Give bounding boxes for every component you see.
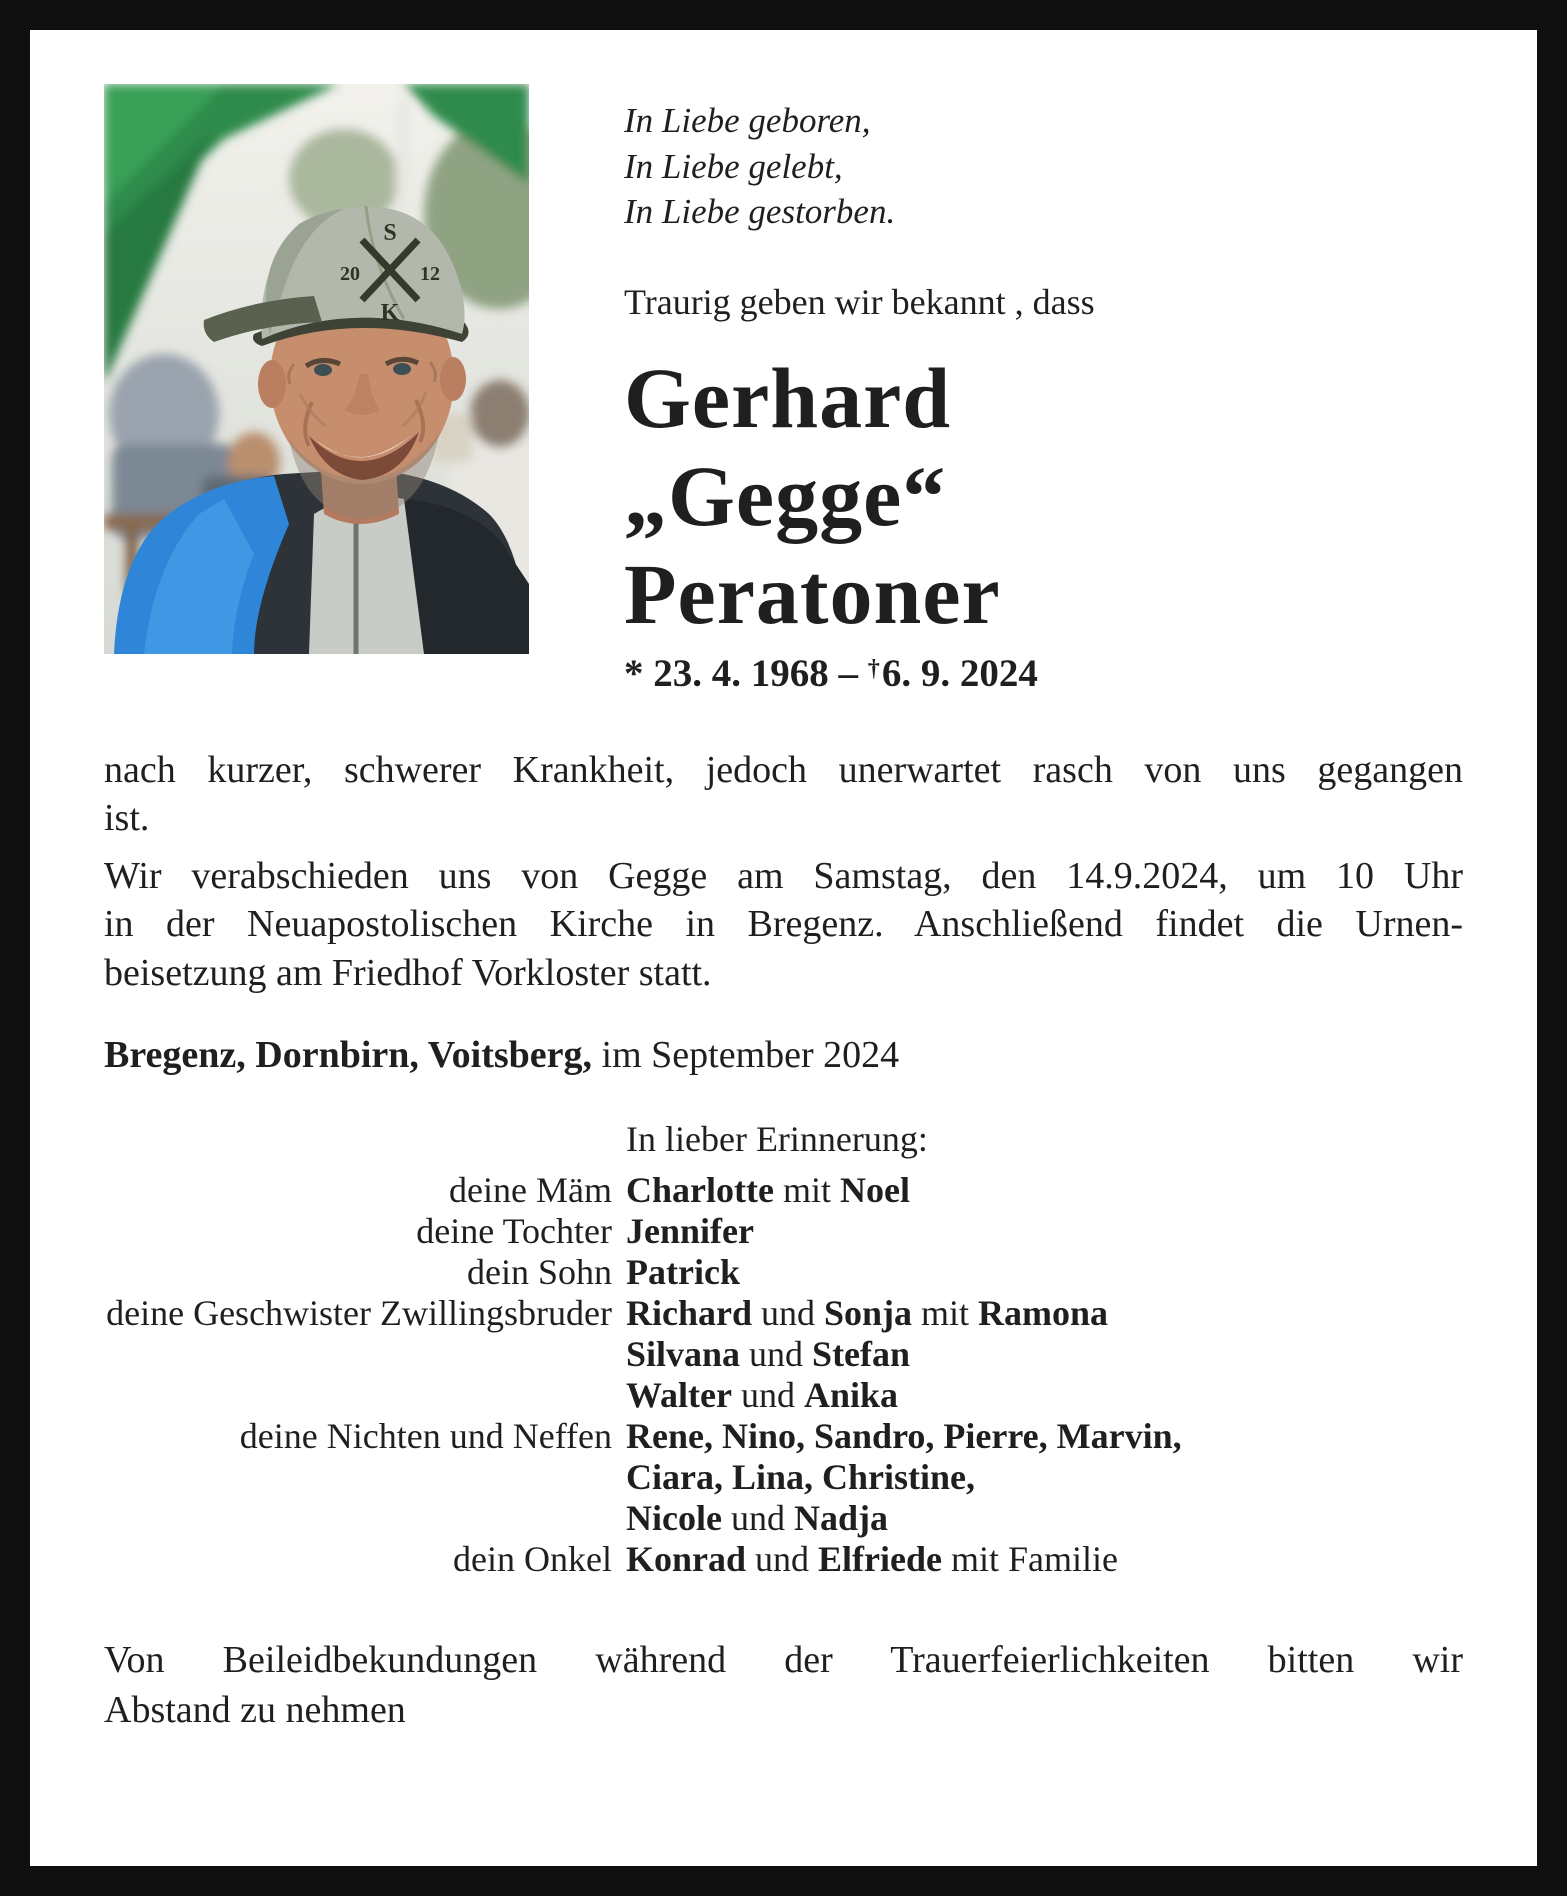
family-row xyxy=(104,1252,1463,1293)
family-connector: und xyxy=(731,1375,804,1416)
family-connector: mit xyxy=(773,1169,840,1210)
family-name: Charlotte xyxy=(626,1169,774,1210)
family-name: Silvana xyxy=(626,1334,741,1374)
family-row xyxy=(104,1211,1463,1252)
family-name: Walter xyxy=(626,1375,732,1416)
relation-names xyxy=(626,1334,1463,1375)
family-row xyxy=(104,1539,1463,1580)
family-row xyxy=(104,1498,1463,1539)
family-name: Rene, Nino, Sandro, Pierre, Marvin, xyxy=(626,1416,1182,1457)
relation-names xyxy=(626,1539,1463,1580)
closing-note xyxy=(104,1636,1463,1735)
paragraph-illness-line-2: ist. xyxy=(104,796,150,839)
dates-separator: – xyxy=(838,651,858,695)
relation-label: dein Sohn xyxy=(466,1251,612,1292)
paragraph-illness-line-1: nach kurzer, schwerer Krankheit, jedoch unerwartet rasch von uns gegangen xyxy=(104,748,1463,791)
relation-label: deine Mäm xyxy=(449,1169,612,1210)
deceased-name xyxy=(624,349,1463,643)
cap-logo-number-12: 12 xyxy=(420,263,440,285)
closing-line-2: Abstand zu nehmen xyxy=(104,1688,406,1731)
family-section xyxy=(104,1119,1463,1580)
cap-logo-letter-k: K xyxy=(380,300,400,326)
places-line xyxy=(104,1033,1463,1077)
family-name: Patrick xyxy=(626,1251,740,1292)
header-text-column xyxy=(624,84,1463,696)
family-row xyxy=(104,1375,1463,1416)
motto-line-1: In Liebe geboren, xyxy=(624,101,871,140)
deceased-nickname: „Gegge“ xyxy=(624,447,947,544)
paragraph-farewell-line-2: in der Neuapostolischen Kirche in Bregenz. Anschließend findet die Urnen- xyxy=(104,903,1463,946)
death-cross-icon: † xyxy=(867,654,880,682)
family-row xyxy=(104,1170,1463,1211)
motto xyxy=(624,98,1463,235)
relation-names xyxy=(626,1498,1463,1539)
relation-names xyxy=(626,1375,1463,1416)
life-dates xyxy=(624,651,1463,696)
relation-label: dein Onkel xyxy=(453,1539,612,1580)
family-row xyxy=(104,1334,1463,1375)
motto-line-3: In Liebe gestorben. xyxy=(624,192,896,231)
family-name: Jennifer xyxy=(626,1210,754,1251)
family-connector: mit xyxy=(912,1292,979,1333)
deceased-last-name: Peratoner xyxy=(624,545,1001,642)
paragraph-farewell-line-3: beisetzung am Friedhof Vorkloster statt. xyxy=(104,951,712,994)
family-row xyxy=(104,1416,1463,1457)
closing-line-1: Von Beileidbekundungen während der Trauerfeierlichkeiten bitten wir xyxy=(104,1639,1463,1682)
family-row xyxy=(104,1293,1463,1334)
relation-names xyxy=(626,1457,1463,1498)
death-date: 6. 9. 2024 xyxy=(881,651,1038,695)
relation-names xyxy=(626,1170,1463,1211)
family-name: Elfriede xyxy=(818,1539,942,1580)
places-date: im September 2024 xyxy=(601,1033,900,1076)
family-connector: und xyxy=(721,1498,794,1539)
family-name: Nadja xyxy=(793,1498,888,1539)
paragraph-farewell xyxy=(104,852,1463,997)
family-name: Stefan xyxy=(812,1334,911,1374)
relation-names xyxy=(626,1293,1463,1334)
family-name: Ciara, Lina, Christine, xyxy=(626,1457,976,1498)
cap-logo-letter-s: S xyxy=(383,220,397,246)
paragraph-illness xyxy=(104,746,1463,843)
portrait-photo xyxy=(104,84,529,654)
places-cities: Bregenz, Dornbirn, Voitsberg, xyxy=(104,1033,593,1076)
family-name: Nicole xyxy=(626,1498,722,1539)
relation-names xyxy=(626,1252,1463,1293)
relation-names xyxy=(626,1211,1463,1252)
family-connector: und xyxy=(746,1539,819,1580)
relation-names xyxy=(626,1416,1463,1457)
family-connector: mit Familie xyxy=(942,1539,1118,1580)
birth-symbol: * xyxy=(624,651,644,695)
family-header: In lieber Erinnerung: xyxy=(626,1118,928,1159)
family-row xyxy=(104,1457,1463,1498)
family-name: Sonja xyxy=(824,1292,913,1333)
birth-date: 23. 4. 1968 xyxy=(653,651,829,695)
family-name: Noel xyxy=(839,1169,910,1210)
paragraph-farewell-line-1: Wir verabschieden uns von Gegge am Samstag, den 14.9.2024, um 10 Uhr xyxy=(104,855,1463,898)
family-connector: und xyxy=(740,1334,813,1374)
relation-label: deine Nichten und Neffen xyxy=(239,1416,612,1457)
family-connector: und xyxy=(752,1292,824,1333)
family-name: Anika xyxy=(803,1375,899,1416)
relation-label: deine Geschwister Zwillingsbruder xyxy=(106,1292,612,1333)
family-name: Konrad xyxy=(626,1539,747,1580)
motto-line-2: In Liebe gelebt, xyxy=(624,146,843,186)
announcement-line: Traurig geben wir bekannt , dass xyxy=(624,281,1095,322)
top-section xyxy=(104,84,1463,696)
relation-label: deine Tochter xyxy=(416,1210,612,1251)
family-name: Ramona xyxy=(978,1292,1109,1333)
cap-logo-number-20: 20 xyxy=(340,263,360,285)
deceased-first-name: Gerhard xyxy=(624,349,952,446)
portrait-photo-illustration xyxy=(104,84,529,654)
family-name: Richard xyxy=(626,1292,752,1333)
